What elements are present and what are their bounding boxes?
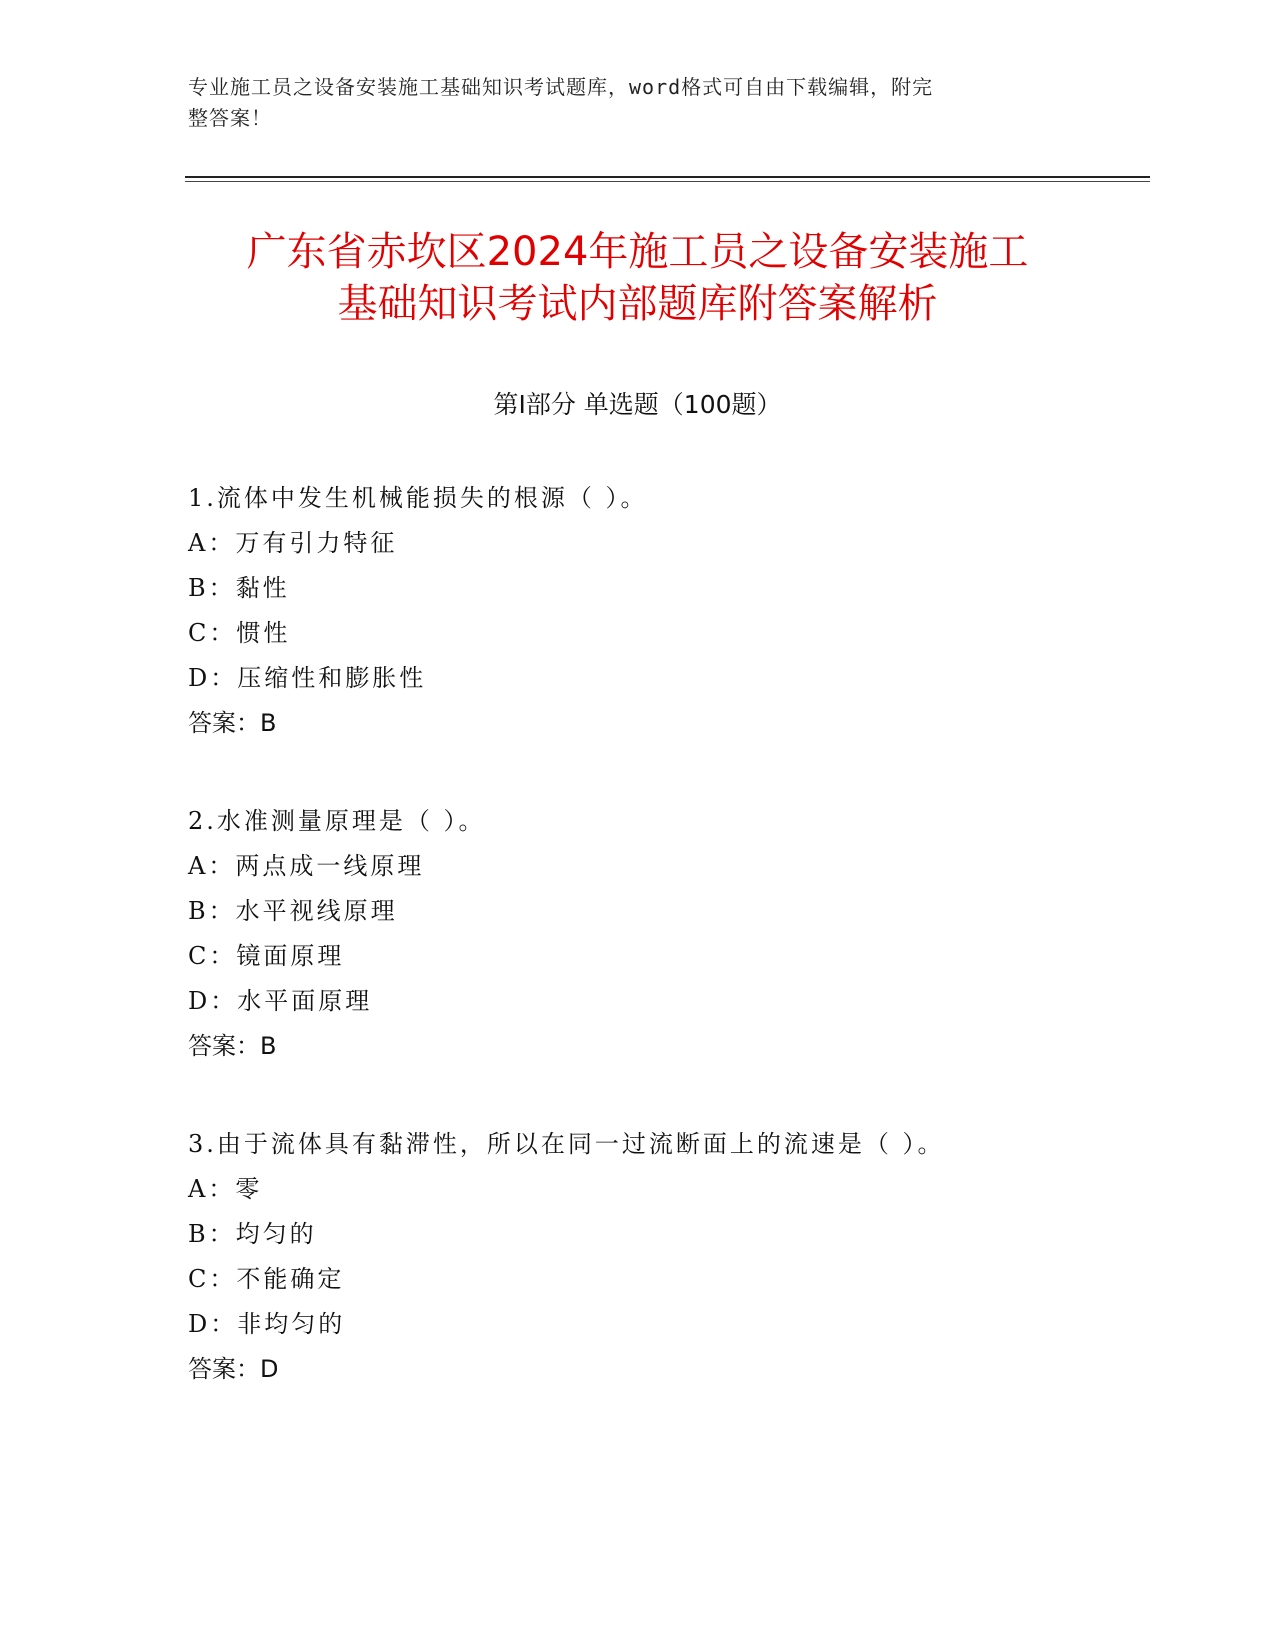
question-item <box>188 799 1148 1069</box>
header-note-line-2: 整答案！ <box>188 106 272 130</box>
option-a: A：两点成一线原理 <box>188 852 425 880</box>
header-divider-thick <box>185 176 1150 178</box>
option-a: A：零 <box>188 1175 263 1203</box>
option-d: D：非均匀的 <box>188 1310 346 1338</box>
option-c: C：惯性 <box>188 619 291 647</box>
header-divider-thin <box>185 181 1150 182</box>
option-b: B：黏性 <box>188 574 290 602</box>
header-note <box>188 72 1068 134</box>
document-title-line-2: 基础知识考试内部题库附答案解析 <box>337 281 938 327</box>
answer-line: 答案：D <box>188 1355 279 1383</box>
answer-line: 答案：B <box>188 709 277 737</box>
document-title-line-1: 广东省赤坎区2024年施工员之设备安装施工 <box>246 229 1029 275</box>
option-d: D：水平面原理 <box>188 987 373 1015</box>
option-b: B：均匀的 <box>188 1220 317 1248</box>
option-a: A：万有引力特征 <box>188 529 398 557</box>
question-stem: 2.水准测量原理是（ ）。 <box>188 807 486 835</box>
section-title: 第Ⅰ部分 单选题（100题） <box>493 390 782 419</box>
option-d: D：压缩性和膨胀性 <box>188 664 427 692</box>
option-c: C：镜面原理 <box>188 942 345 970</box>
header-note-line-1: 专业施工员之设备安装施工基础知识考试题库，word格式可自由下载编辑，附完 <box>188 75 934 99</box>
question-item <box>188 1122 1148 1392</box>
question-item <box>188 476 1148 746</box>
document-title <box>150 226 1125 330</box>
option-c: C：不能确定 <box>188 1265 345 1293</box>
question-list <box>188 476 1148 1445</box>
answer-line: 答案：B <box>188 1032 277 1060</box>
question-stem: 1.流体中发生机械能损失的根源（ ）。 <box>188 484 648 512</box>
option-b: B：水平视线原理 <box>188 897 398 925</box>
question-stem: 3.由于流体具有黏滞性，所以在同一过流断面上的流速是（ ）。 <box>188 1130 945 1158</box>
